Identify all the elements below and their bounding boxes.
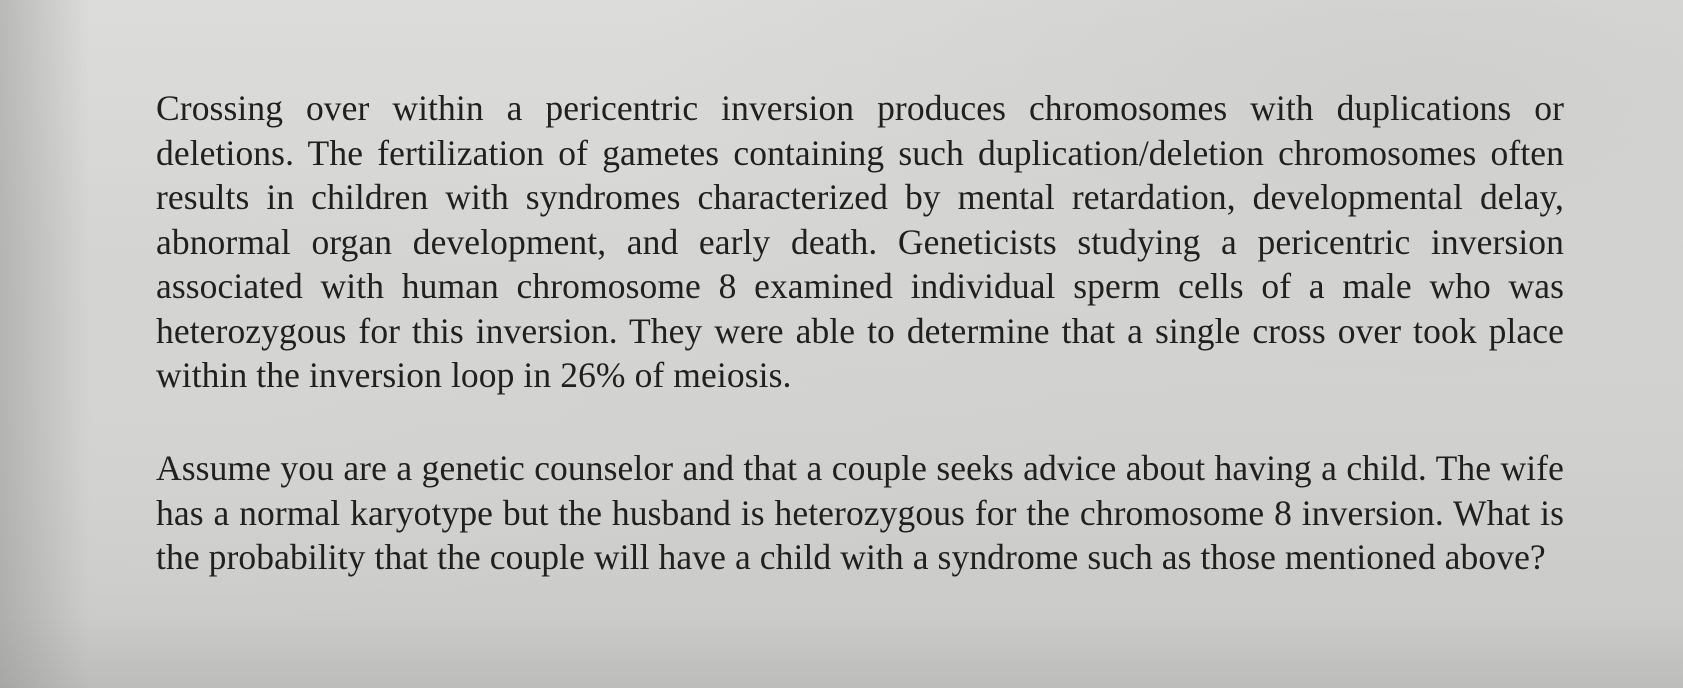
paragraph-counselor-question: Assume you are a genetic counselor and that a couple seeks advice about having a child. The wife has a normal karyotype but the husband is heterozygous for the chromosome 8 inversion. What is the probability that the couple will have a child with a syndrome such as those mentioned above? [156, 448, 1564, 577]
paragraph-inversion-background: Crossing over within a pericentric inversion produces chromosomes with duplications or deletions. The fertilization of gametes containing such duplication/deletion chromosomes often results in children with syndromes characterized by mental retardation, developmental delay, abnormal organ development, and early death. Geneticists studying a pericentric inversion associated with human chromosome 8 examined individual sperm cells of a male who was heterozygous for this inversion. They were able to determine that a single cross over took place within the inversion loop in 26% of meiosis. [156, 88, 1564, 395]
page-shadow-bottom [0, 618, 1683, 688]
page-shadow-left [0, 0, 90, 688]
